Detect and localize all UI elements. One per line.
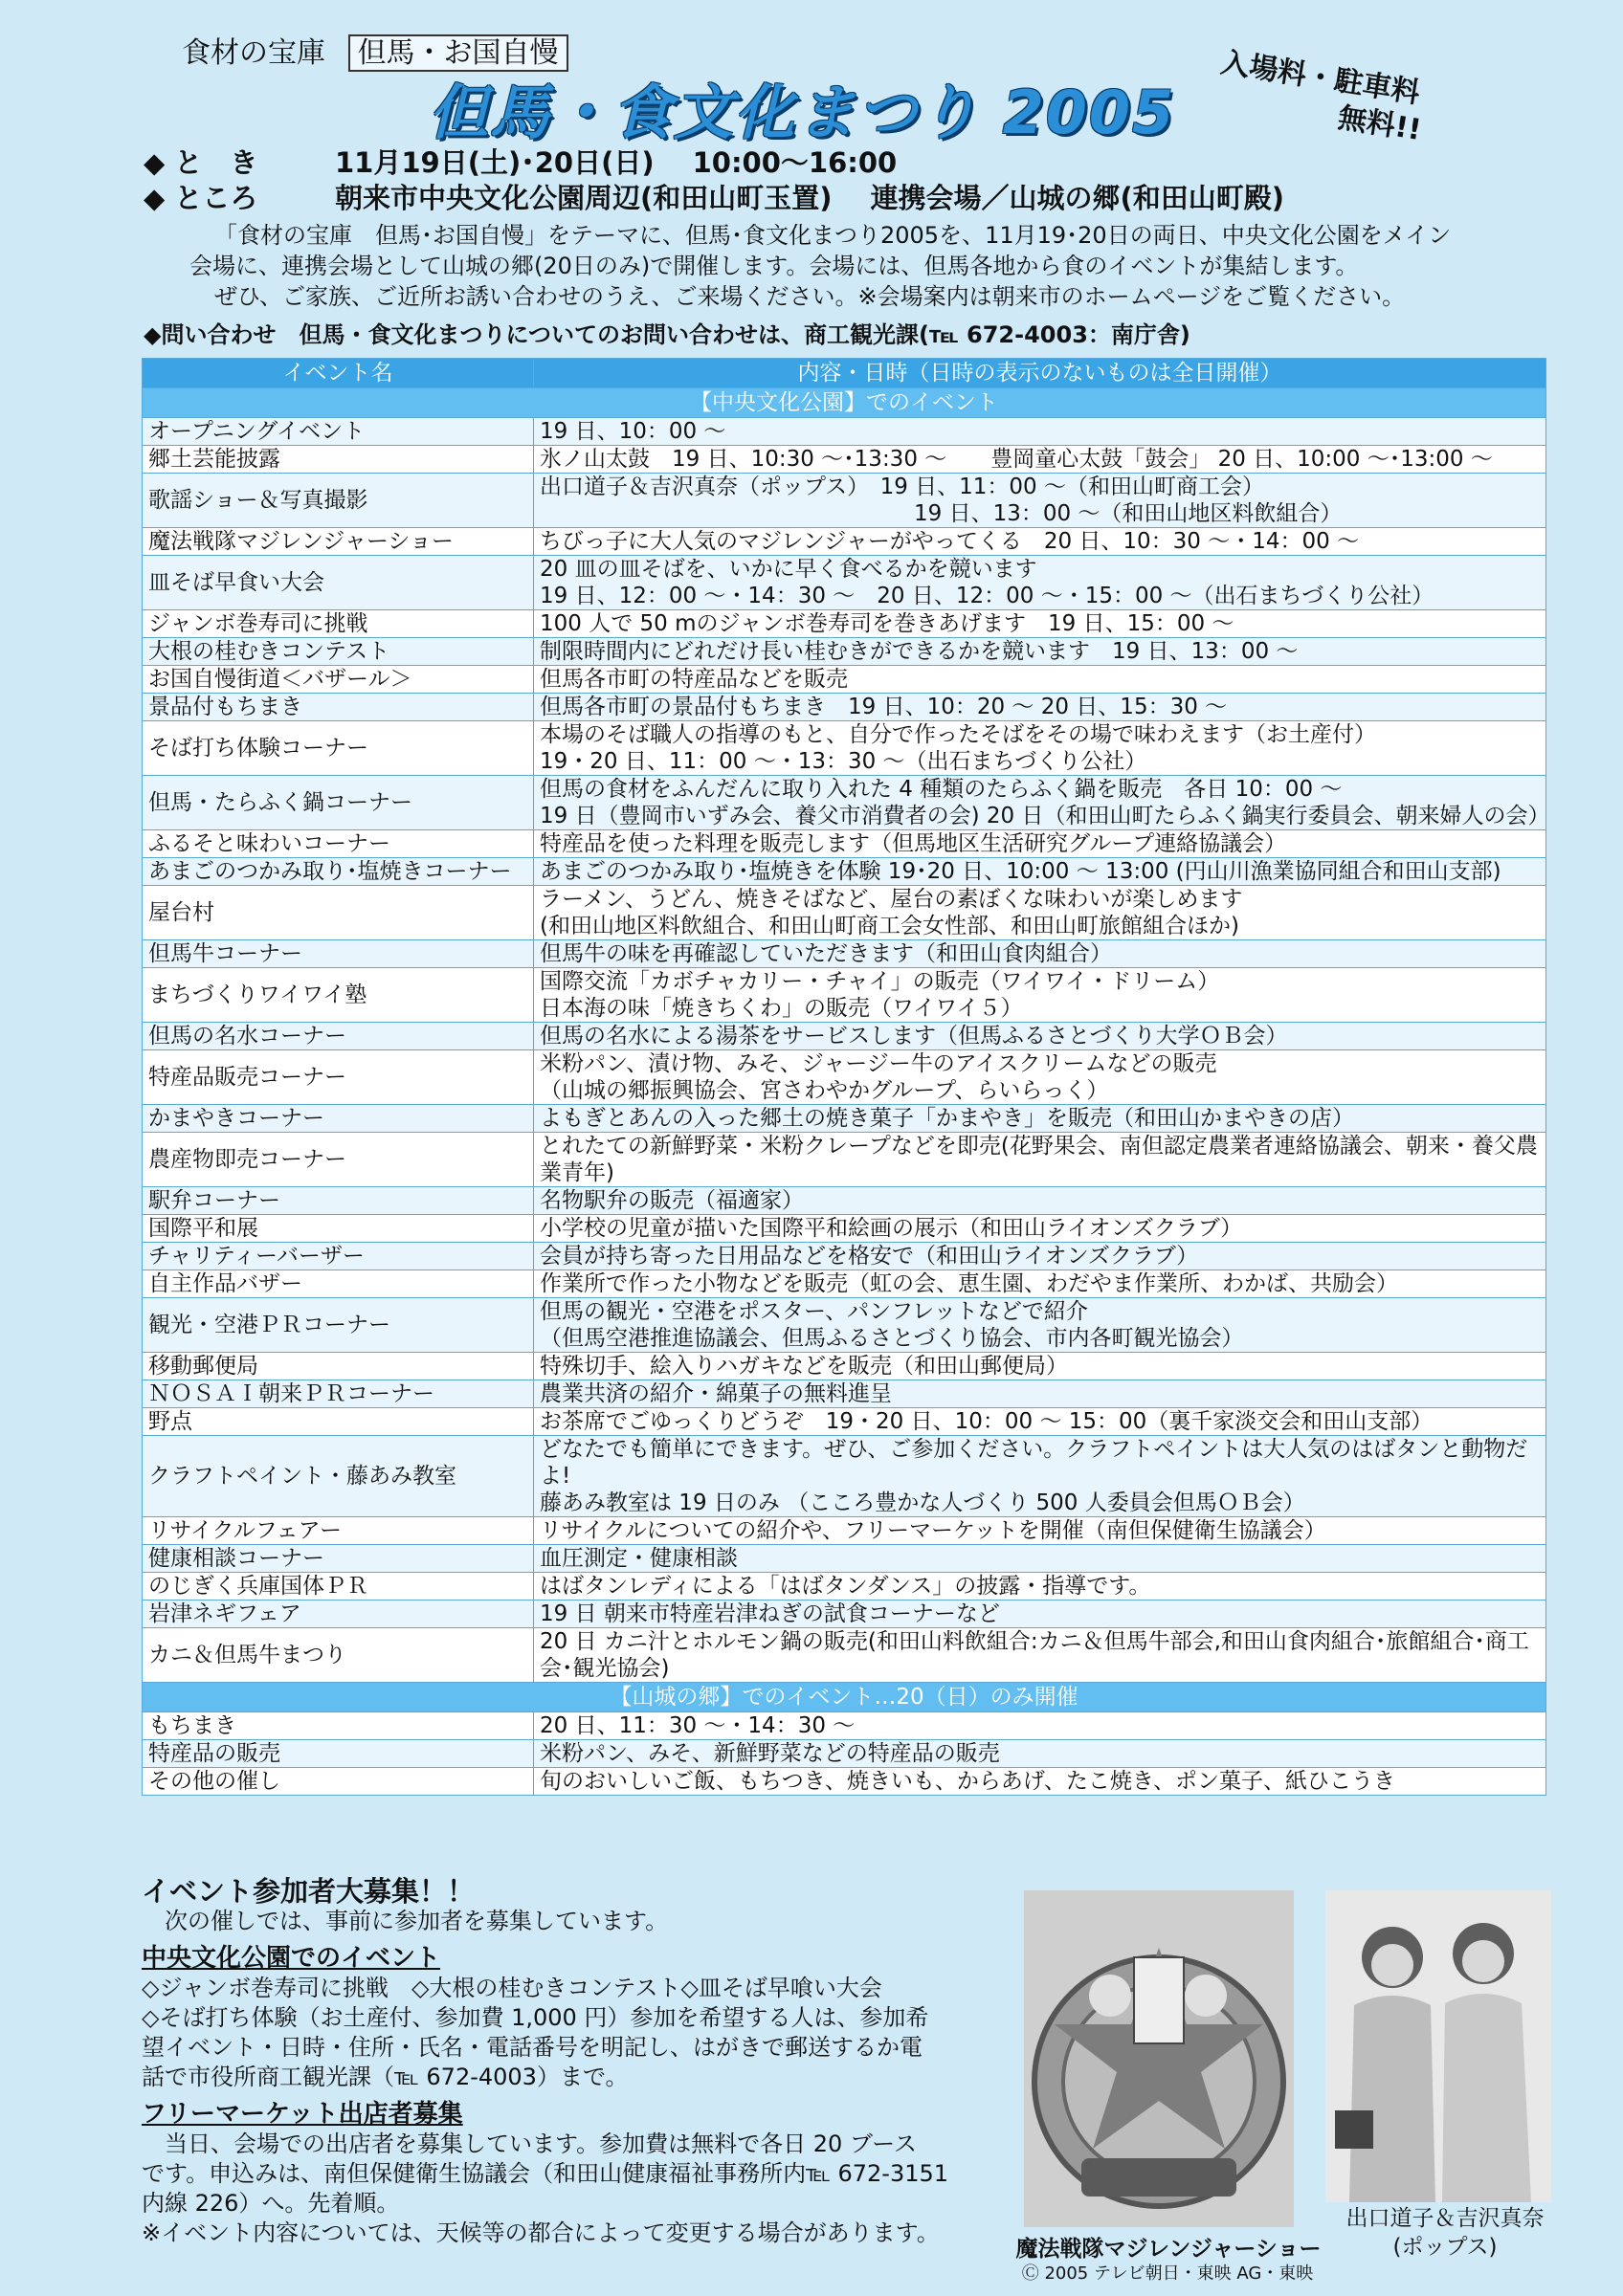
table-row: [143, 1380, 1546, 1408]
table-row: [143, 1517, 1546, 1545]
event-name: 但馬・たらふく鍋コーナー: [143, 776, 534, 830]
event-name: かまやきコーナー: [143, 1105, 534, 1133]
table-row: [143, 1353, 1546, 1380]
event-name: まちづくりワイワイ塾: [143, 968, 534, 1023]
tagline-lead: 食材の宝庫: [182, 36, 325, 70]
table-row: [143, 1436, 1546, 1517]
event-name: 皿そば早食い大会: [143, 556, 534, 610]
singers-genre: (ポップス): [1392, 2235, 1498, 2260]
table-row: [143, 474, 1546, 528]
free-admission-note: [1212, 38, 1431, 148]
table-row: [143, 1298, 1546, 1353]
recruit-lead: 次の催しでは、事前に参加者を募集しています。: [165, 1908, 669, 1934]
table-row: [143, 1133, 1546, 1187]
table-row: [143, 776, 1546, 830]
event-name: あまごのつかみ取り･塩焼きコーナー: [143, 858, 534, 886]
when-row: [144, 145, 1284, 181]
event-content: 19 日、10：00 ～: [534, 418, 1546, 446]
recruit-title: イベント参加者大募集！！: [142, 1875, 476, 1908]
event-content: 但馬各市町の景品付もちまき 19 日、10：20 ～ 20 日、15：30 ～: [534, 694, 1546, 721]
recruit-subtitle-flea: フリーマーケット出店者募集: [142, 2100, 463, 2129]
intro-line: ぜひ、ご家族、ご近所お誘い合わせのうえ、ご来場ください。※会場案内は朝来市のホームページをご覧ください。: [214, 283, 1406, 310]
table-row: [143, 1408, 1546, 1436]
event-name: 屋台村: [143, 886, 534, 940]
event-content: 農業共済の紹介・綿菓子の無料進呈: [534, 1380, 1546, 1408]
recruit-text: 話で市役所商工観光課（℡ 672-4003）まで。: [142, 2064, 629, 2090]
table-row: [143, 1573, 1546, 1601]
event-name: 農産物即売コーナー: [143, 1133, 534, 1187]
photo-copyright: Ⓒ 2005 テレビ朝日・東映 AG・東映: [1021, 2263, 1314, 2284]
event-content: 但馬の食材をふんだんに取り入れた 4 種類のたらふく鍋を販売 各日 10：00 ～ 19 日（豊岡市いずみ会、養父市消費者の会) 20 日（和田山町たらふく鍋実行委員会、朝来婦人の会）: [534, 776, 1546, 830]
events-table-body: [143, 388, 1550, 1796]
event-name: 特産品販売コーナー: [143, 1050, 534, 1105]
event-content: 小学校の児童が描いた国際平和絵画の展示（和田山ライオンズクラブ）: [534, 1215, 1546, 1243]
table-row: [143, 1215, 1546, 1243]
event-name: 自主作品バザー: [143, 1270, 534, 1298]
event-name: その他の催し: [143, 1768, 534, 1796]
where-extra: 連携会場／山城の郷(和田山町殿): [870, 182, 1285, 214]
event-content: 但馬の名水による湯茶をサービスします（但馬ふるさとづくり大学ＯＢ会）: [534, 1023, 1546, 1050]
event-content: お茶席でごゆっくりどうぞ 19・20 日、10：00 ～ 15：00（裏千家淡交会和田山支部）: [534, 1408, 1546, 1436]
event-content: 作業所で作った小物などを販売（虹の会、恵生園、わだやま作業所、わかば、共励会）: [534, 1270, 1546, 1298]
table-row: [143, 610, 1546, 638]
event-content: 但馬の観光・空港をポスター、パンフレットなどで紹介 （但馬空港推進協議会、但馬ふるさとづくり協会、市内各町観光協会）: [534, 1298, 1546, 1353]
event-name: リサイクルフェアー: [143, 1517, 534, 1545]
event-name: もちまき: [143, 1712, 534, 1740]
free-line-2: 無料!!: [1335, 100, 1424, 148]
event-content: 20 日 カニ汁とホルモン鍋の販売(和田山料飲組合:カニ＆但馬牛部会,和田山食肉組合･旅館組合･商工会･観光協会): [534, 1628, 1546, 1683]
table-row: [143, 858, 1546, 886]
event-content: ラーメン、うどん、焼きそばなど、屋台の素ぼくな味わいが楽しめます (和田山地区料飲組合、和田山町商工会女性部、和田山町旅館組合ほか): [534, 886, 1546, 940]
date-place-block: [144, 145, 1284, 216]
table-row: [143, 418, 1546, 446]
table-row: [143, 694, 1546, 721]
recruit-text: ◇ジャンボ巻寿司に挑戦 ◇大根の桂むきコンテスト◇皿そば早喰い大会: [142, 1975, 882, 2001]
event-name: 国際平和展: [143, 1215, 534, 1243]
event-name: 駅弁コーナー: [143, 1187, 534, 1215]
event-content: 本場のそば職人の指導のもと、自分で作ったそばをその場で味わえます（お土産付） 19・20 日、11：00 ～・13：30 ～（出石まちづくり公社）: [534, 721, 1546, 776]
recruit-note: ※イベント内容については、天候等の都合によって変更する場合があります。: [142, 2219, 940, 2246]
tagline-box: 但馬・お国自慢: [348, 34, 568, 72]
event-name: カニ＆但馬牛まつり: [143, 1628, 534, 1683]
event-name: オープニングイベント: [143, 418, 534, 446]
table-row: [143, 1545, 1546, 1573]
event-content: 国際交流「カボチャカリー・チャイ」の販売（ワイワイ・ドリーム） 日本海の味「焼きちくわ」の販売（ワイワイ５）: [534, 968, 1546, 1023]
event-content: あまごのつかみ取り･塩焼きを体験 19･20 日、10:00 ～ 13:00 (円山川漁業協同組合和田山支部): [534, 858, 1546, 886]
table-row: [143, 940, 1546, 968]
recruit-text: ◇そば打ち体験（お土産付、参加費 1,000 円）参加を希望する人は、参加希: [142, 2004, 929, 2031]
event-content: 但馬牛の味を再確認していただきます（和田山食肉組合）: [534, 940, 1546, 968]
intro-text: [144, 220, 1550, 312]
where-label: ◆ ところ: [144, 182, 258, 214]
event-content: はばタンレディによる「はばタンダンス」の披露・指導です。: [534, 1573, 1546, 1601]
event-content: 20 皿の皿そばを、いかに早く食べるかを競います 19 日、12：00 ～・14：30 ～ 20 日、12：00 ～・15：00 ～（出石まちづくり公社）: [534, 556, 1546, 610]
event-name: 歌謡ショー＆写真撮影: [143, 474, 534, 528]
singers-photo: [1325, 1890, 1551, 2202]
table-row: [143, 446, 1546, 474]
table-row: [143, 1243, 1546, 1270]
event-content: 制限時間内にどれだけ長い桂むきができるかを競います 19 日、13：00 ～: [534, 638, 1546, 666]
event-name: 岩津ネギフェア: [143, 1601, 534, 1628]
event-content: 出口道子＆吉沢真奈（ポップス） 19 日、11：00 ～（和田山町商工会） 19 日、13：00 ～（和田山地区料飲組合）: [534, 474, 1546, 528]
event-name: 観光・空港ＰＲコーナー: [143, 1298, 534, 1353]
section-title: 【中央文化公園】でのイベント: [143, 388, 1546, 418]
when-time: 10:00～16:00: [692, 146, 898, 179]
section-row: [143, 1683, 1546, 1712]
intro-line: 会場に、連携会場として山城の郷(20日のみ)で開催します。会場には、但馬各地から食のイベントが集結します。: [189, 253, 1359, 279]
recruit-text: 内線 226）へ。先着順。: [142, 2190, 400, 2217]
when-value: 11月19日(土)･20日(日): [335, 146, 655, 179]
event-name: ふるそと味わいコーナー: [143, 830, 534, 858]
event-content: 米粉パン、漬け物、みそ、ジャージー牛のアイスクリームなどの販売 （山城の郷振興協会、宮さわやかグループ、らいらっく）: [534, 1050, 1546, 1105]
event-name: クラフトペイント・藤あみ教室: [143, 1436, 534, 1517]
event-content: よもぎとあんの入った郷土の焼き菓子「かまやき」を販売（和田山かまやきの店）: [534, 1105, 1546, 1133]
table-row: [143, 666, 1546, 694]
table-row: [143, 1740, 1546, 1768]
event-content: 但馬各市町の特産品などを販売: [534, 666, 1546, 694]
events-table: [142, 358, 1550, 1796]
page-title: 但馬・食文化まつり 2005: [429, 77, 1176, 147]
event-content: 血圧測定・健康相談: [534, 1545, 1546, 1573]
table-row: [143, 1601, 1546, 1628]
table-row: [143, 1023, 1546, 1050]
table-row: [143, 1768, 1546, 1796]
event-content: 100 人で 50 mのジャンボ巻寿司を巻きあげます 19 日、15：00 ～: [534, 610, 1546, 638]
table-row: [143, 638, 1546, 666]
event-content: 19 日 朝来市特産岩津ねぎの試食コーナーなど: [534, 1601, 1546, 1628]
recruit-text: です。申込みは、南但保健衛生協議会（和田山健康福祉事務所内℡ 672-3151: [142, 2160, 949, 2187]
event-name: チャリティーバーザー: [143, 1243, 534, 1270]
table-row: [143, 1105, 1546, 1133]
table-row: [143, 968, 1546, 1023]
event-content: 旬のおいしいご飯、もちつき、焼きいも、からあげ、たこ焼き、ポン菓子、紙ひこうき: [534, 1768, 1546, 1796]
table-row: [143, 1628, 1546, 1683]
section-row: [143, 388, 1546, 418]
event-content: とれたての新鮮野菜・米粉クレープなどを即売(花野果会、南但認定農業者連絡協議会、朝来・養父農業青年): [534, 1133, 1546, 1187]
event-name: ジャンボ巻寿司に挑戦: [143, 610, 534, 638]
event-content: リサイクルについての紹介や、フリーマーケットを開催（南但保健衛生協議会）: [534, 1517, 1546, 1545]
event-name: 特産品の販売: [143, 1740, 534, 1768]
table-row: [143, 1270, 1546, 1298]
event-name: 郷土芸能披露: [143, 446, 534, 474]
contact-info: ◆問い合わせ 但馬・食文化まつりについてのお問い合わせは、商工観光課(℡ 672-4003：南庁舎): [144, 321, 1190, 348]
recruit-text: 当日、会場での出店者を募集しています。参加費は無料で各日 20 ブース: [165, 2130, 917, 2157]
table-row: [143, 528, 1546, 556]
event-name: ＮＯＳＡＩ朝来ＰＲコーナー: [143, 1380, 534, 1408]
event-name: お国自慢街道＜バザール＞: [143, 666, 534, 694]
table-row: [143, 1050, 1546, 1105]
event-name: のじぎく兵庫国体ＰＲ: [143, 1573, 534, 1601]
table-row: [143, 1187, 1546, 1215]
photo-caption-singers: [1321, 2204, 1569, 2262]
intro-line: 「食材の宝庫 但馬･お国自慢」をテーマに、但馬･食文化まつり2005を、11月19･20日の両日、中央文化公園をメイン: [214, 222, 1452, 249]
event-name: 健康相談コーナー: [143, 1545, 534, 1573]
column-header-name: イベント名: [143, 359, 534, 388]
where-value: 朝来市中央文化公園周辺(和田山町玉置): [335, 182, 833, 214]
event-content: 名物駅弁の販売（福適家）: [534, 1187, 1546, 1215]
event-content: 特産品を使った料理を販売します（但馬地区生活研究グループ連絡協議会）: [534, 830, 1546, 858]
event-content: 米粉パン、みそ、新鮮野菜などの特産品の販売: [534, 1740, 1546, 1768]
table-row: [143, 1712, 1546, 1740]
event-content: 20 日、11：30 ～・14：30 ～: [534, 1712, 1546, 1740]
event-name: 魔法戦隊マジレンジャーショー: [143, 528, 534, 556]
free-line-1: 入場料・駐車料: [1218, 45, 1423, 111]
event-name: 野点: [143, 1408, 534, 1436]
event-name: 大根の桂むきコンテスト: [143, 638, 534, 666]
event-content: 特殊切手、絵入りハガキなどを販売（和田山郵便局）: [534, 1353, 1546, 1380]
event-content: どなたでも簡単にできます。ぜひ、ご参加ください。クラフトペイントは大人気のはばタンと動物だよ! 藤あみ教室は 19 日のみ （こころ豊かな人づくり 500 人委員会但馬ＯＢ会）: [534, 1436, 1546, 1517]
event-content: 氷ノ山太鼓 19 日、10:30 ～･13:30 ～ 豊岡童心太鼓「鼓会」 20 日、10:00 ～･13:00 ～: [534, 446, 1546, 474]
recruit-subtitle-park: 中央文化公園でのイベント: [142, 1944, 441, 1973]
magiranger-photo: [1024, 1890, 1294, 2227]
event-name: 但馬の名水コーナー: [143, 1023, 534, 1050]
event-name: 移動郵便局: [143, 1353, 534, 1380]
table-row: [143, 886, 1546, 940]
recruit-text: 望イベント・日時・住所・氏名・電話番号を明記し、はがきで郵送するか電: [142, 2034, 923, 2061]
event-name: 但馬牛コーナー: [143, 940, 534, 968]
column-header-content: 内容・日時（日時の表示のないものは全日開催）: [534, 359, 1546, 388]
photo-caption-magiranger: 魔法戦隊マジレンジャーショー: [1015, 2237, 1322, 2262]
recruit-section: [142, 1877, 1003, 2248]
when-label: ◆ と き: [144, 146, 258, 179]
table-row: [143, 556, 1546, 610]
event-name: そば打ち体験コーナー: [143, 721, 534, 776]
event-name: 景品付もちまき: [143, 694, 534, 721]
where-row: [144, 181, 1284, 216]
table-row: [143, 721, 1546, 776]
table-row: [143, 830, 1546, 858]
singers-names: 出口道子＆吉沢真奈: [1345, 2206, 1545, 2231]
section-title: 【山城の郷】でのイベント…20（日）のみ開催: [143, 1683, 1546, 1712]
event-content: 会員が持ち寄った日用品などを格安で（和田山ライオンズクラブ）: [534, 1243, 1546, 1270]
event-content: ちびっ子に大人気のマジレンジャーがやってくる 20 日、10：30 ～・14：00 ～: [534, 528, 1546, 556]
